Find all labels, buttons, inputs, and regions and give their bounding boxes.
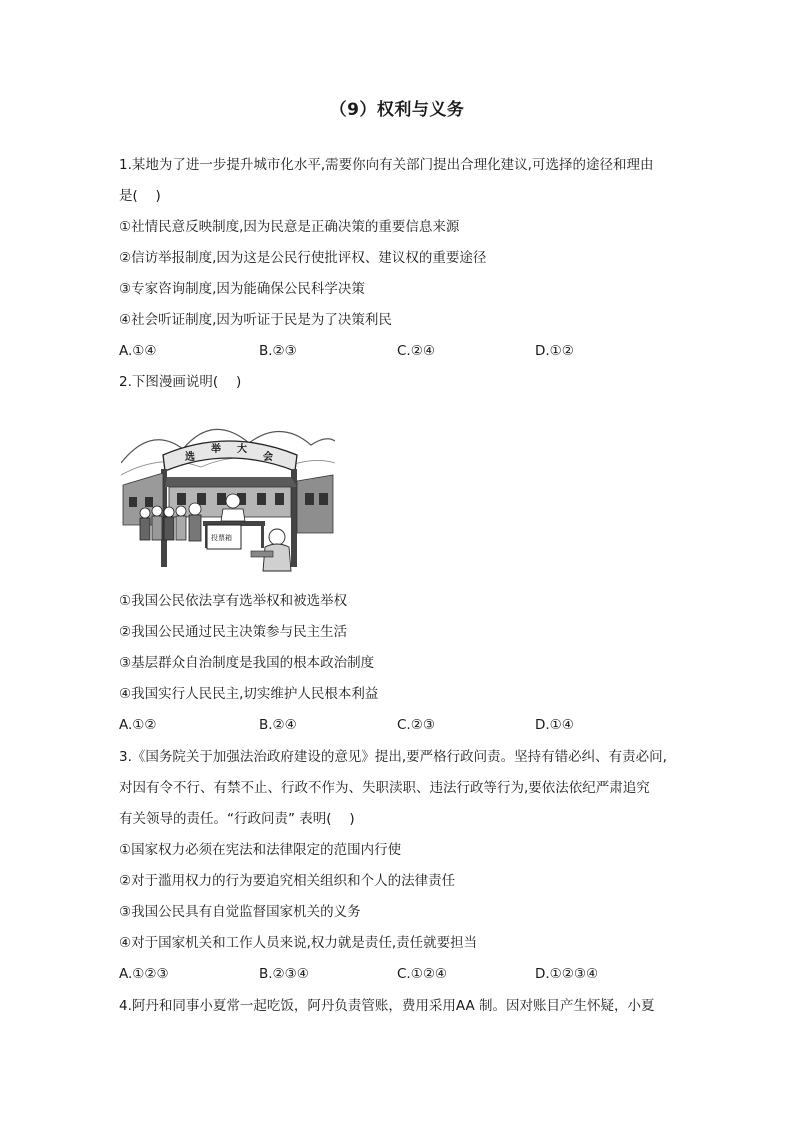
q3-stem-line2: 对因有令不行、有禁不止、行政不作为、失职渎职、违法行政等行为,要依法依纪严肃追究 <box>119 780 650 796</box>
q3-item-2: ②对于滥用权力的行为要追究相关组织和个人的法律责任 <box>119 873 456 889</box>
q1-option-c[interactable]: C.②④ <box>397 343 435 359</box>
page-title: （9）权利与义务 <box>329 100 465 120</box>
q2-option-a[interactable]: A.①② <box>119 717 157 733</box>
ballot-box-label: 投票箱 <box>211 534 232 542</box>
q1-stem-line2: 是( ) <box>119 188 161 204</box>
q2-option-b[interactable]: B.②④ <box>259 717 297 733</box>
q3-item-1: ①国家权力必须在宪法和法律限定的范围内行使 <box>119 842 402 858</box>
banner-char-4: 会 <box>263 452 273 463</box>
q1-option-b[interactable]: B.②③ <box>259 343 297 359</box>
q1-stem-line1: 1.某地为了进一步提升城市化水平,需要你向有关部门提出合理化建议,可选择的途径和理由 <box>119 157 654 173</box>
q1-option-a[interactable]: A.①④ <box>119 343 157 359</box>
q3-option-a[interactable]: A.①②③ <box>119 966 169 982</box>
q2-option-c[interactable]: C.②③ <box>397 717 435 733</box>
q3-item-3: ③我国公民具有自觉监督国家机关的义务 <box>119 904 361 920</box>
q1-options <box>119 342 679 360</box>
q3-stem-line3: 有关领导的责任。“行政问责” 表明( ) <box>119 811 355 827</box>
q2-option-d[interactable]: D.①④ <box>535 717 574 733</box>
q2-item-3: ③基层群众自治制度是我国的根本政治制度 <box>119 655 375 671</box>
banner-char-1: 选 <box>185 452 195 463</box>
q3-item-4: ④对于国家机关和工作人员来说,权力就是责任,责任就要担当 <box>119 935 478 951</box>
q1-item-1: ①社情民意反映制度,因为民意是正确决策的重要信息来源 <box>119 219 460 235</box>
q3-option-c[interactable]: C.①②④ <box>397 966 448 982</box>
q2-options <box>119 716 679 734</box>
banner-char-2: 举 <box>211 444 221 455</box>
q2-item-4: ④我国实行人民民主,切实维护人民根本利益 <box>119 686 379 702</box>
q3-option-b[interactable]: B.②③④ <box>259 966 309 982</box>
banner-char-3: 大 <box>237 444 247 455</box>
q3-options <box>119 965 679 983</box>
q2-stem: 2.下图漫画说明( ) <box>119 374 242 390</box>
q1-item-2: ②信访举报制度,因为这是公民行使批评权、建议权的重要途径 <box>119 250 487 266</box>
q1-item-3: ③专家咨询制度,因为能确保公民科学决策 <box>119 281 365 297</box>
q4-stem-line1: 4.阿丹和同事小夏常一起吃饭，阿丹负责管账，费用采用AA 制。因对账目产生怀疑，小夏 <box>119 998 655 1014</box>
q1-option-d[interactable]: D.①② <box>535 343 574 359</box>
q3-stem-line1: 3.《国务院关于加强法治政府建设的意见》提出,要严格行政问责。坚持有错必纠、有责必问, <box>119 749 667 765</box>
q1-item-4: ④社会听证制度,因为听证于民是为了决策利民 <box>119 312 392 328</box>
q3-option-d[interactable]: D.①②③④ <box>535 966 599 982</box>
election-cartoon <box>121 405 335 575</box>
q2-item-2: ②我国公民通过民主决策参与民主生活 <box>119 624 348 640</box>
q2-item-1: ①我国公民依法享有选举权和被选举权 <box>119 593 348 609</box>
